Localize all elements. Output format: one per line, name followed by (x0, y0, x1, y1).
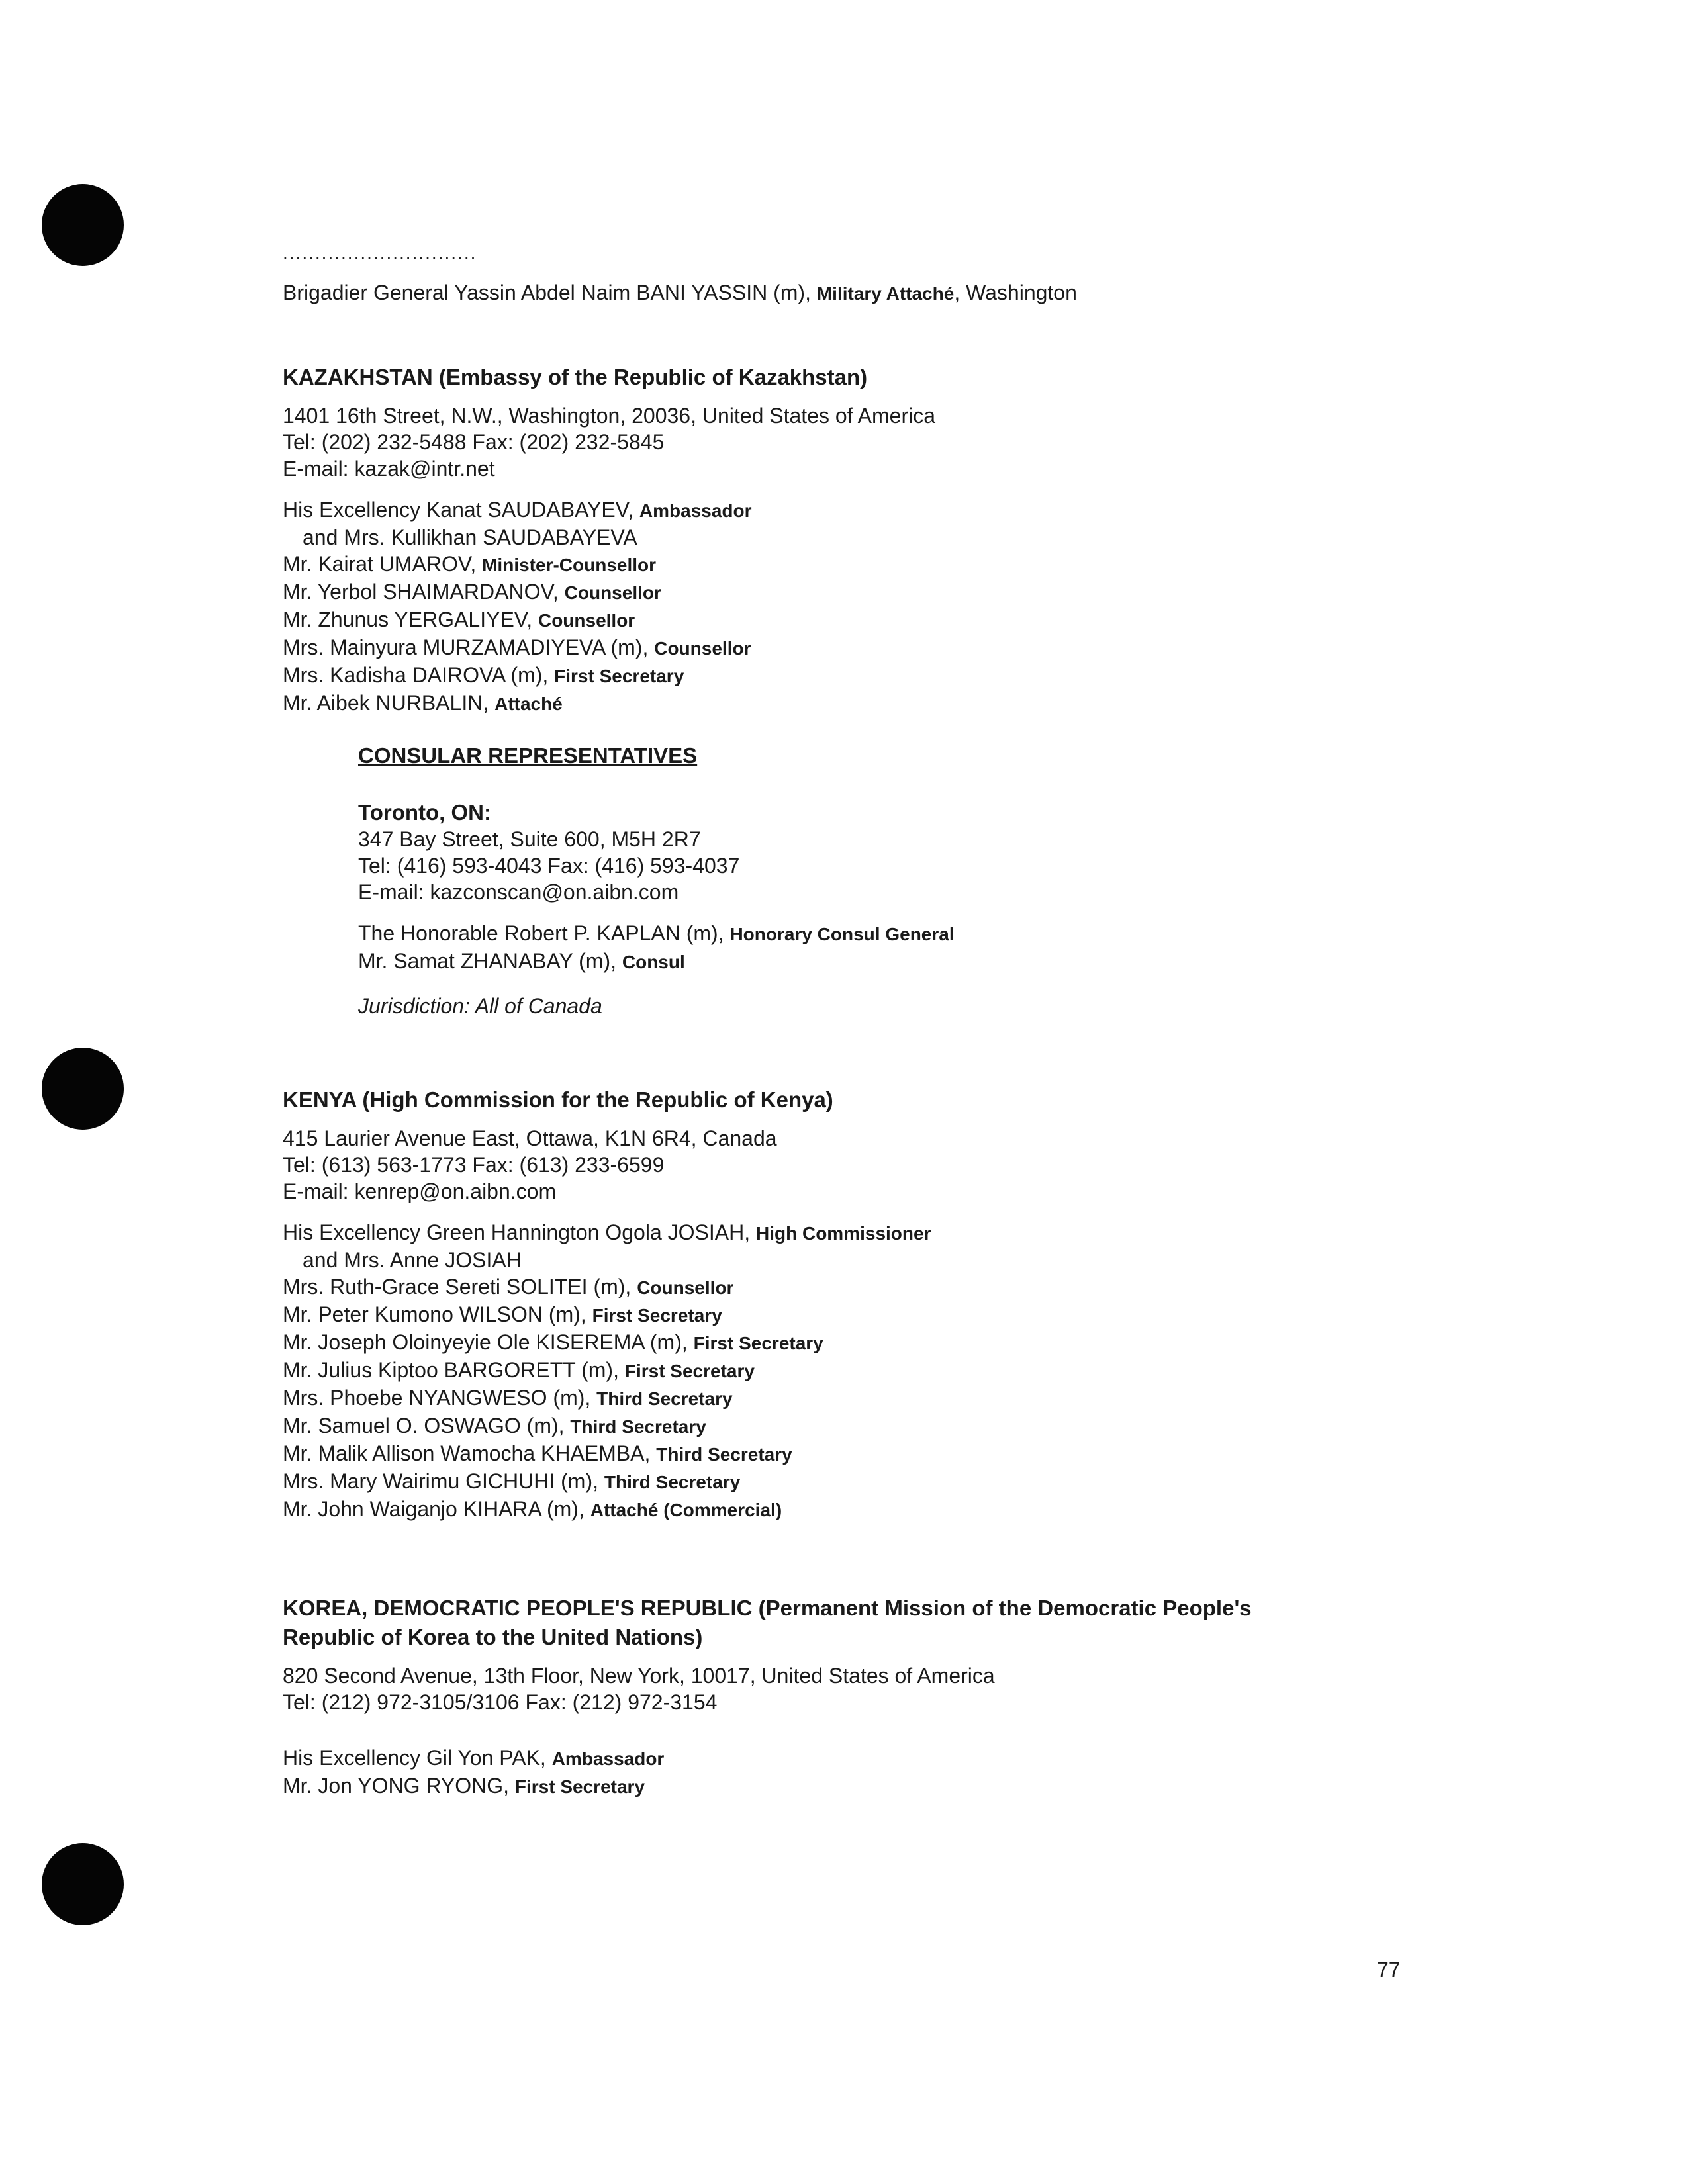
address-line: 347 Bay Street, Suite 600, M5H 2R7 (358, 827, 701, 851)
staff-entry: Mr. Samat ZHANABAY (m), Consul (358, 949, 685, 973)
staff-entry: Mr. Kairat UMAROV, Minister-Counsellor (283, 552, 657, 576)
staff-entry: Mrs. Mainyura MURZAMADIYEVA (m), Counsellor (283, 635, 751, 659)
staff-entry: Brigadier General Yassin Abdel Naim BANI YASSIN (m), Military Attaché, Washington (283, 281, 1077, 304)
section-korea-dpr (283, 1594, 1421, 1800)
section-heading-line-2: Republic of Korea to the United Nations) (283, 1625, 703, 1649)
binder-hole-bottom (42, 1843, 124, 1925)
section-consular-representatives (358, 741, 1351, 1019)
staff-entry: Mr. Jon YONG RYONG, First Secretary (283, 1774, 645, 1797)
staff-entry: Mr. Aibek NURBALIN, Attaché (283, 691, 563, 715)
continuation-entry (283, 244, 1421, 307)
staff-entry: Mrs. Phoebe NYANGWESO (m), Third Secretary (283, 1386, 733, 1410)
staff-entry: Mr. Malik Allison Wamocha KHAEMBA, Third Secretary (283, 1441, 792, 1465)
staff-entry: Mrs. Ruth-Grace Sereti SOLITEI (m), Counsellor (283, 1275, 734, 1298)
page-number: 77 (1377, 1958, 1401, 1981)
phone-line: Tel: (202) 232-5488 Fax: (202) 232-5845 (283, 430, 665, 454)
staff-entry: His Excellency Kanat SAUDABAYEV, Ambassador (283, 498, 752, 522)
email-line: E-mail: kazconscan@on.aibn.com (358, 880, 679, 904)
binder-hole-middle (42, 1048, 124, 1130)
staff-entry-spouse: and Mrs. Kullikhan SAUDABAYEVA (303, 525, 637, 549)
section-kazakhstan (283, 363, 1421, 717)
separator-dots: .............................. (283, 243, 477, 263)
staff-entry: Mrs. Mary Wairimu GICHUHI (m), Third Secretary (283, 1469, 741, 1493)
address-line: 415 Laurier Avenue East, Ottawa, K1N 6R4, Canada (283, 1126, 777, 1150)
staff-entry-spouse: and Mrs. Anne JOSIAH (303, 1248, 522, 1272)
staff-entry: Mrs. Kadisha DAIROVA (m), First Secretary (283, 663, 684, 687)
staff-entry: Mr. Samuel O. OSWAGO (m), Third Secretary (283, 1414, 706, 1437)
binder-hole-top (42, 184, 124, 266)
jurisdiction-note: Jurisdiction: All of Canada (358, 994, 602, 1018)
email-line: E-mail: kazak@intr.net (283, 457, 495, 480)
staff-entry: Mr. Yerbol SHAIMARDANOV, Counsellor (283, 580, 661, 604)
staff-entry: His Excellency Green Hannington Ogola JOSIAH, High Commissioner (283, 1220, 931, 1244)
consulate-city: Toronto, ON: (358, 800, 491, 825)
section-kenya (283, 1085, 1421, 1524)
address-line: 820 Second Avenue, 13th Floor, New York, 10017, United States of America (283, 1664, 995, 1688)
phone-line: Tel: (416) 593-4043 Fax: (416) 593-4037 (358, 854, 740, 878)
subsection-heading: CONSULAR REPRESENTATIVES (358, 743, 698, 768)
staff-entry: His Excellency Gil Yon PAK, Ambassador (283, 1746, 665, 1770)
section-heading: KAZAKHSTAN (Embassy of the Republic of Kazakhstan) (283, 365, 868, 389)
staff-entry: The Honorable Robert P. KAPLAN (m), Honorary Consul General (358, 921, 955, 945)
address-line: 1401 16th Street, N.W., Washington, 20036, United States of America (283, 404, 936, 428)
staff-entry: Mr. Peter Kumono WILSON (m), First Secretary (283, 1302, 722, 1326)
staff-entry: Mr. John Waiganjo KIHARA (m), Attaché (Commercial) (283, 1497, 782, 1521)
staff-entry: Mr. Julius Kiptoo BARGORETT (m), First Secretary (283, 1358, 755, 1382)
section-heading-line-1: KOREA, DEMOCRATIC PEOPLE'S REPUBLIC (Permanent Mission of the Democratic People's (283, 1596, 1252, 1620)
staff-entry: Mr. Zhunus YERGALIYEV, Counsellor (283, 608, 635, 631)
phone-line: Tel: (212) 972-3105/3106 Fax: (212) 972-3154 (283, 1690, 718, 1714)
section-heading: KENYA (High Commission for the Republic of Kenya) (283, 1087, 833, 1112)
email-line: E-mail: kenrep@on.aibn.com (283, 1179, 557, 1203)
phone-line: Tel: (613) 563-1773 Fax: (613) 233-6599 (283, 1153, 665, 1177)
staff-entry: Mr. Joseph Oloinyeyie Ole KISEREMA (m), First Secretary (283, 1330, 823, 1354)
